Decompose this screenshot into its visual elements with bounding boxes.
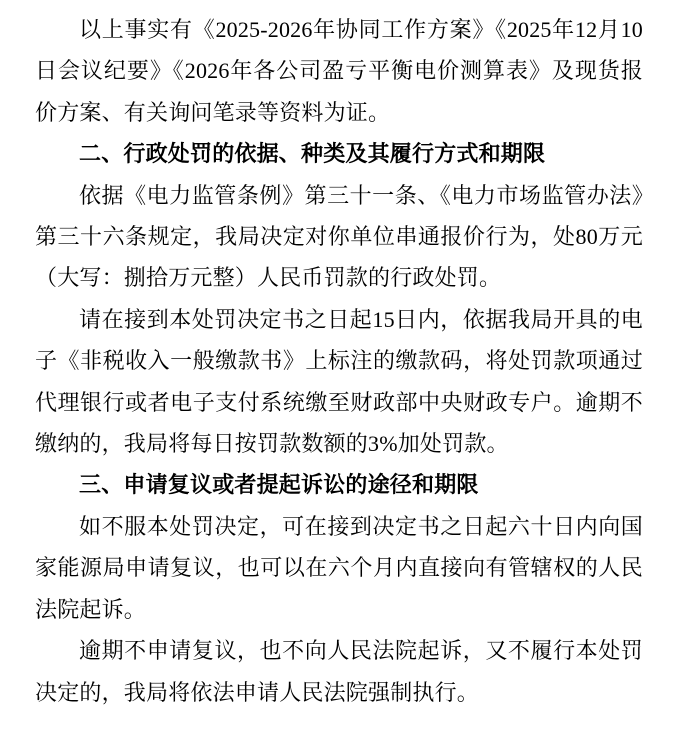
paragraph-enforcement-warning: 逾期不申请复议，也不向人民法院起诉，又不履行本处罚决定的，我局将依法申请人民法院强制执行。 [35, 638, 643, 705]
section-heading-penalty-basis: 二、行政处罚的依据、种类及其履行方式和期限 [79, 141, 546, 167]
section-heading-appeal-channels: 三、申请复议或者提起诉讼的途径和期限 [79, 472, 479, 498]
paragraph-payment-instructions: 请在接到本处罚决定书之日起15日内，依据我局开具的电子《非税收入一般缴款书》上标注的缴款码，将处罚款项通过代理银行或者电子支付系统缴至财政部中央财政专户。逾期不缴纳的，我局将每日按罚款数额的3%加处罚款。 [35, 306, 643, 457]
paragraph-penalty-decision: 依据《电力监管条例》第三十一条、《电力市场监管办法》第三十六条规定，我局决定对你单位串通报价行为，处80万元（大写：捌拾万元整）人民币罚款的行政处罚。 [35, 182, 643, 291]
paragraph-appeal-rights: 如不服本处罚决定，可在接到决定书之日起六十日内向国家能源局申请复议，也可以在六个月内直接向有管辖权的人民法院起诉。 [35, 513, 643, 622]
paragraph-evidence-list: 以上事实有《2025-2026年协同工作方案》《2025年12月10日会议纪要》《2026年各公司盈亏平衡电价测算表》及现货报价方案、有关询问笔录等资料为证。 [35, 17, 643, 125]
